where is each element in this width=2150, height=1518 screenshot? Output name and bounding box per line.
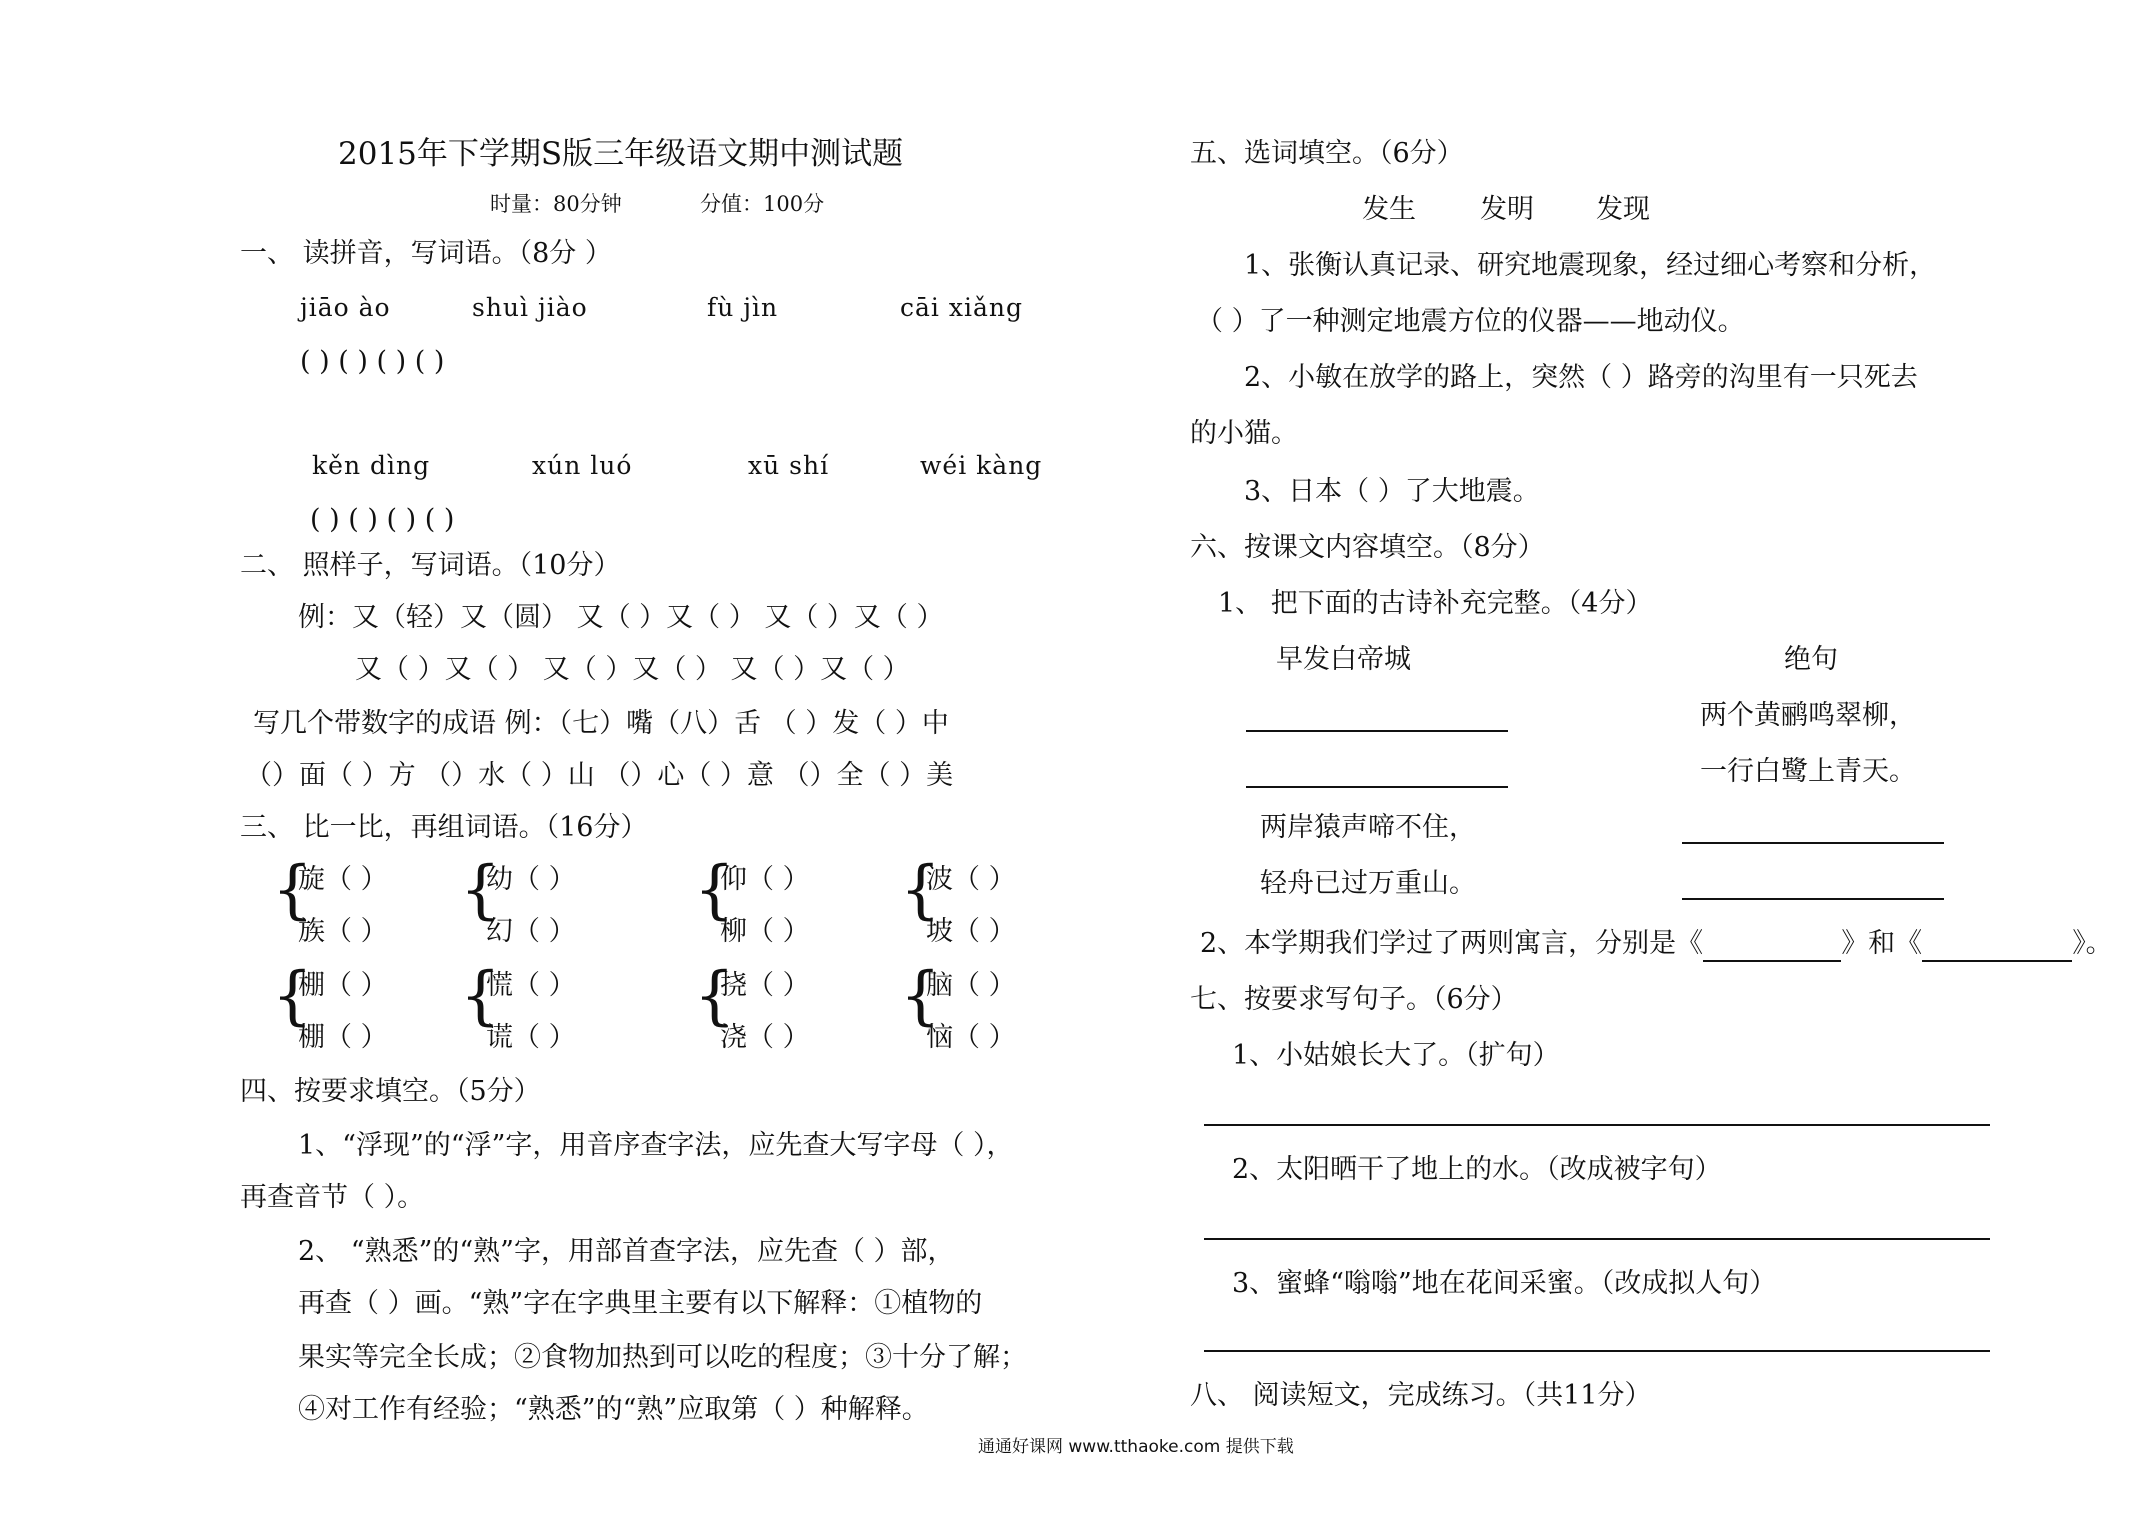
pinyin-item: wéi kàng: [920, 451, 1043, 480]
left-brace: {: [694, 853, 735, 927]
poem-title: 绝句: [1784, 644, 1838, 675]
compare-word: 挠（ ）: [720, 970, 810, 1001]
section-5-heading: 五、选词填空。（6分）: [1190, 138, 1464, 169]
word-choice: 发明: [1480, 194, 1534, 225]
fable-question: [1200, 926, 2113, 962]
pinyin-item: shuì jiào: [472, 293, 588, 322]
compare-word: 波（ ）: [926, 864, 1016, 895]
fable-text-a: 2、本学期我们学过了两则寓言，分别是《: [1200, 928, 1704, 959]
paragraph-line: 再查音节（ ）。: [240, 1182, 425, 1213]
compare-word: 恼（ ）: [926, 1022, 1016, 1053]
pinyin-item: kěn dìng: [312, 451, 431, 480]
paragraph-line: ④对工作有经验；“熟悉”的“熟”应取第（ ）种解释。: [298, 1394, 929, 1425]
paragraph-line: 2、太阳晒干了地上的水。（改成被字句）: [1232, 1154, 1722, 1185]
compare-word: 坡（ ）: [926, 916, 1016, 947]
word-choice: 发生: [1362, 194, 1416, 225]
paragraph-line: 1、张衡认真记录、研究地震现象，经过细心考察和分析，: [1244, 250, 1937, 281]
answer-line[interactable]: [1246, 786, 1508, 788]
answer-line[interactable]: [1204, 1238, 1990, 1240]
exercise-line: 又（ ）又（ ） 又（ ）又（ ） 又（ ）又（ ）: [355, 654, 910, 685]
compare-word: 幼（ ）: [486, 864, 576, 895]
fable-blank-2[interactable]: [1922, 934, 2072, 962]
paragraph-line: 再查（ ）画。“熟”字在字典里主要有以下解释：①植物的: [298, 1288, 983, 1319]
pinyin-item: cāi xiǎng: [900, 293, 1023, 322]
pinyin-item: xún luó: [532, 451, 633, 480]
answer-line[interactable]: [1246, 730, 1508, 732]
poem-line: 两岸猿声啼不住，: [1260, 812, 1476, 843]
answer-line[interactable]: [1204, 1350, 1990, 1352]
paragraph-line: 1、小姑娘长大了。（扩句）: [1232, 1040, 1560, 1071]
left-brace: {: [460, 959, 501, 1033]
paragraph-line: 果实等完全长成；②食物加热到可以吃的程度；③十分了解；: [298, 1342, 1027, 1373]
section-3-heading: 三、 比一比，再组词语。（16分）: [240, 812, 648, 843]
pinyin-item: xū shí: [748, 451, 830, 480]
exercise-line: 例：又（轻）又（圆） 又（ ）又（ ） 又（ ）又（ ）: [298, 602, 944, 633]
left-brace: {: [272, 959, 313, 1033]
pinyin-item: fù jìn: [707, 293, 779, 322]
paragraph-line: 2、小敏在放学的路上，突然（ ）路旁的沟里有一只死去: [1244, 362, 1918, 393]
paragraph-line: （ ）了一种测定地震方位的仪器——地动仪。: [1196, 306, 1745, 337]
paragraph-line: 1、 把下面的古诗补充完整。（4分）: [1218, 588, 1653, 619]
paragraph-line: 2、 “熟悉”的“熟”字，用部首查字法，应先查（ ）部，: [298, 1236, 955, 1267]
exam-time: 时量：80分钟: [490, 192, 622, 216]
answer-parens[interactable]: ( ) ( ) ( ) ( ): [310, 504, 455, 535]
page-title: 2015年下学期S版三年级语文期中测试题: [338, 136, 904, 172]
compare-word: 谎（ ）: [486, 1022, 576, 1053]
paragraph-line: 1、“浮现”的“浮”字，用音序查字法，应先查大写字母（ ），: [298, 1130, 1014, 1161]
section-6-heading: 六、按课文内容填空。（8分）: [1190, 532, 1545, 563]
compare-word: 棚（ ）: [298, 1022, 388, 1053]
section-8-heading: 八、 阅读短文，完成练习。（共11分）: [1190, 1380, 1652, 1411]
compare-word: 仰（ ）: [720, 864, 810, 895]
poem-line: 一行白鹭上青天。: [1700, 756, 1916, 787]
compare-word: 慌（ ）: [486, 970, 576, 1001]
section-2-heading: 二、 照样子，写词语。（10分）: [240, 550, 621, 581]
poem-title: 早发白帝城: [1276, 644, 1411, 675]
compare-word: 浇（ ）: [720, 1022, 810, 1053]
paragraph-line: 3、蜜蜂“嗡嗡”地在花间采蜜。（改成拟人句）: [1232, 1268, 1777, 1299]
answer-parens[interactable]: ( ) ( ) ( ) ( ): [300, 346, 445, 377]
section-7-heading: 七、按要求写句子。（6分）: [1190, 984, 1518, 1015]
pinyin-item: jiāo ào: [300, 293, 391, 322]
answer-line[interactable]: [1682, 842, 1944, 844]
section-1-heading: 一、 读拼音，写词语。（8分 ）: [240, 238, 612, 269]
footer-credit: 通通好课网 www.tthaoke.com 提供下载: [978, 1437, 1294, 1457]
compare-word: 族（ ）: [298, 916, 388, 947]
exercise-line: （）面（ ）方 （）水（ ）山 （）心（ ）意 （）全（ ）美: [245, 760, 954, 791]
left-brace: {: [900, 959, 941, 1033]
paragraph-line: 3、日本（ ）了大地震。: [1244, 476, 1540, 507]
compare-word: 旋（ ）: [298, 864, 388, 895]
compare-word: 幻（ ）: [486, 916, 576, 947]
exam-score: 分值：100分: [700, 192, 825, 216]
poem-line: 两个黄鹂鸣翠柳，: [1700, 700, 1916, 731]
left-brace: {: [272, 853, 313, 927]
answer-line[interactable]: [1204, 1124, 1990, 1126]
word-choice: 发现: [1596, 194, 1650, 225]
exercise-line: 写几个带数字的成语 例：（七）嘴（八）舌 （ ）发（ ）中: [253, 708, 949, 739]
fable-blank-1[interactable]: [1703, 934, 1841, 962]
fable-text-c: 》。: [2072, 928, 2113, 959]
fable-text-b: 》和《: [1841, 928, 1923, 959]
compare-word: 棚（ ）: [298, 970, 388, 1001]
poem-line: 轻舟已过万重山。: [1260, 868, 1476, 899]
left-brace: {: [460, 853, 501, 927]
compare-word: 柳（ ）: [720, 916, 810, 947]
answer-line[interactable]: [1682, 898, 1944, 900]
paragraph-line: 的小猫。: [1190, 418, 1298, 449]
left-brace: {: [900, 853, 941, 927]
left-brace: {: [694, 959, 735, 1033]
compare-word: 脑（ ）: [926, 970, 1016, 1001]
section-4-heading: 四、按要求填空。（5分）: [240, 1076, 541, 1107]
